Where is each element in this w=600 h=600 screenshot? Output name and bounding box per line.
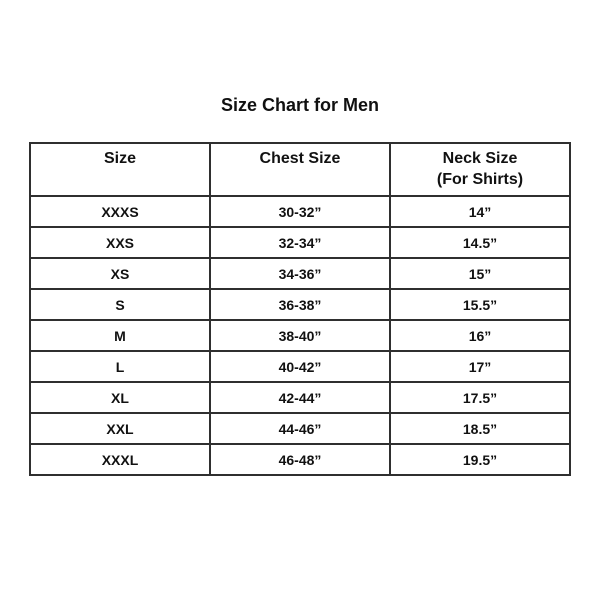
chest-size-cell: 44-46” xyxy=(210,413,390,444)
table-row xyxy=(30,258,570,289)
neck-size-cell: 19.5” xyxy=(390,444,570,475)
size-cell: XXXL xyxy=(30,444,210,475)
size-chart-table xyxy=(29,142,571,476)
neck-size-cell: 16” xyxy=(390,320,570,351)
col-header-neck-size-sublabel: (For Shirts) xyxy=(436,171,524,188)
table-header xyxy=(30,143,570,196)
col-header-neck-size xyxy=(390,143,570,196)
size-cell: XXS xyxy=(30,227,210,258)
col-header-size xyxy=(30,143,210,196)
table-body xyxy=(30,196,570,475)
table-header-row xyxy=(30,143,570,196)
page-title: Size Chart for Men xyxy=(220,95,380,115)
table-row xyxy=(30,289,570,320)
neck-size-cell: 17” xyxy=(390,351,570,382)
col-header-size-label: Size xyxy=(103,150,136,167)
table-row xyxy=(30,351,570,382)
chest-size-cell: 32-34” xyxy=(210,227,390,258)
neck-size-cell: 17.5” xyxy=(390,382,570,413)
col-header-chest-size xyxy=(210,143,390,196)
size-cell: M xyxy=(30,320,210,351)
neck-size-cell: 15” xyxy=(390,258,570,289)
table-row xyxy=(30,227,570,258)
chest-size-cell: 30-32” xyxy=(210,196,390,227)
neck-size-cell: 14” xyxy=(390,196,570,227)
neck-size-cell: 18.5” xyxy=(390,413,570,444)
size-cell: XL xyxy=(30,382,210,413)
chest-size-cell: 38-40” xyxy=(210,320,390,351)
table-row xyxy=(30,413,570,444)
size-cell: XXL xyxy=(30,413,210,444)
table-row xyxy=(30,444,570,475)
chest-size-cell: 40-42” xyxy=(210,351,390,382)
chest-size-cell: 34-36” xyxy=(210,258,390,289)
size-cell: S xyxy=(30,289,210,320)
table-row xyxy=(30,382,570,413)
size-cell: XXXS xyxy=(30,196,210,227)
neck-size-cell: 14.5” xyxy=(390,227,570,258)
chest-size-cell: 36-38” xyxy=(210,289,390,320)
chest-size-cell: 46-48” xyxy=(210,444,390,475)
chest-size-cell: 42-44” xyxy=(210,382,390,413)
col-header-neck-size-label: Neck Size xyxy=(442,150,518,167)
table-row xyxy=(30,196,570,227)
neck-size-cell: 15.5” xyxy=(390,289,570,320)
size-cell: XS xyxy=(30,258,210,289)
table-row xyxy=(30,320,570,351)
size-cell: L xyxy=(30,351,210,382)
col-header-chest-size-label: Chest Size xyxy=(259,150,341,167)
